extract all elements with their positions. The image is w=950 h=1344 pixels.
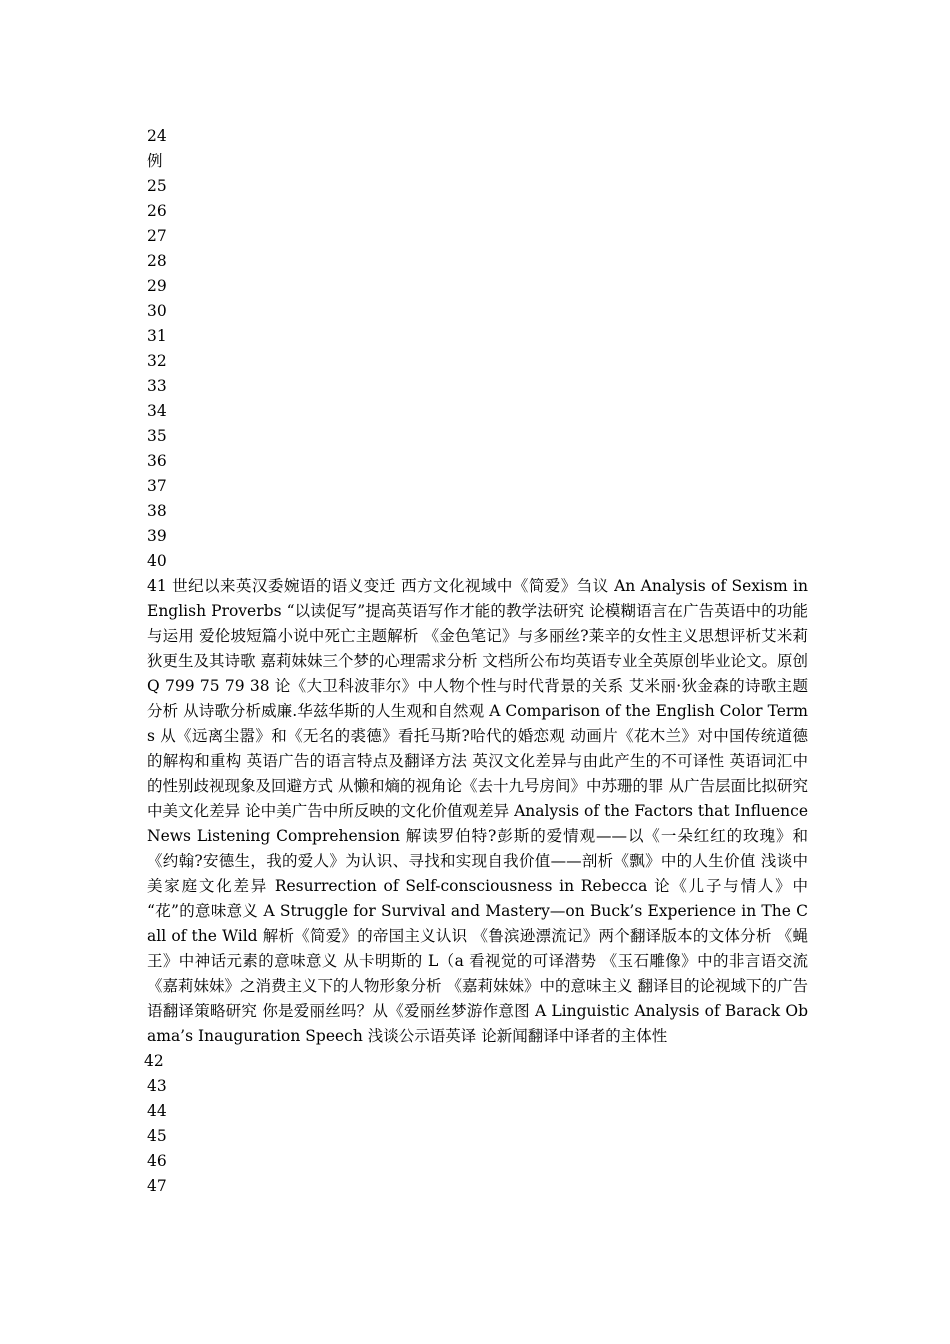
line-number: 44 xyxy=(147,1102,167,1120)
thesis-title-paragraph: 41 世纪以来英汉委婉语的语义变迁 西方文化视域中《简爱》刍议 An Analysis of Sexism in English Proverbs “以读促写”提高英语写作才能的教学法研究 论模糊语言在广告英语中的功能与运用 爱伦坡短篇小说中死亡主题解析 《金色笔记》与多丽丝?莱辛的女性主义思想评析艾米莉狄更生及其诗歌 嘉莉妹妹三个梦的心理需求分析 文档所公布均英语专业全英原创毕业论文。原创Q 799 75 79 38 论《大卫科波菲尔》中人物个性与时代背景的关系 艾米丽·狄金森的诗歌主题分析 从诗歌分析威廉.华兹华斯的人生观和自然观 A Comparison of the English Color Terms 从《远离尘嚣》和《无名的裘德》看托马斯?哈代的婚恋观 动画片《花木兰》对中国传统道德的解构和重构 英语广告的语言特点及翻译方法 英汉文化差异与由此产生的不可译性 英语词汇中的性别歧视现象及回避方式 从懒和熵的视角论《去十九号房间》中苏珊的罪 从广告层面比拟研究中美文化差异 论中美广告中所反映的文化价值观差异 Analysis of the Factors that Influence News Listening Comprehension 解读罗伯特?彭斯的爱情观——以《一朵红红的玫瑰》和《约翰?安德生，我的爱人》为认识、寻找和实现自我价值——剖析《飘》中的人生价值 浅谈中美家庭文化差异 Resurrection of Self-consciousness in Rebecca 论《儿子与情人》中 “花”的意味意义 A Struggle for Survival and Mastery—on Buck’s Experience in The Call of the Wild 解析《简爱》的帝国主义认识 《鲁滨逊漂流记》两个翻译版本的文体分析 《蝇王》中神话元素的意味意义 从卡明斯的 L（a 看视觉的可译潜势 《玉石雕像》中的非言语交流 《嘉莉妹妹》之消费主义下的人物形象分析 《嘉莉妹妹》中的意味主义 翻译目的论视域下的广告语翻译策略研究 你是爱丽丝吗？从《爱丽丝梦游作意图 A Linguistic Analysis of Barack Obama’s Inauguration Speech 浅谈公示语英译 论新闻翻译中译者的主体性 xyxy=(147,577,808,1045)
line-number: 27 xyxy=(147,227,167,245)
line-number: 33 xyxy=(147,377,167,395)
line-number: 38 xyxy=(147,502,167,520)
line-number: 32 xyxy=(147,352,167,370)
line-number: 36 xyxy=(147,452,167,470)
line-number: 47 xyxy=(147,1177,167,1195)
document-body xyxy=(144,124,808,1199)
line-number: 35 xyxy=(147,427,167,445)
line-number: 39 xyxy=(147,527,167,545)
line-number: 43 xyxy=(147,1077,167,1095)
line-number: 34 xyxy=(147,402,167,420)
line-number: 30 xyxy=(147,302,167,320)
line-number: 40 xyxy=(147,552,167,570)
line-number: 37 xyxy=(147,477,167,495)
line-number: 45 xyxy=(147,1127,167,1145)
line-number: 26 xyxy=(147,202,167,220)
line-number: 25 xyxy=(147,177,167,195)
line-number: 46 xyxy=(147,1152,167,1170)
line-number: 24 xyxy=(147,127,167,145)
line-number: 42 xyxy=(144,1052,164,1070)
line-number: 29 xyxy=(147,277,167,295)
line-number: 28 xyxy=(147,252,167,270)
line-number: 31 xyxy=(147,327,167,345)
example-marker: 例 xyxy=(147,152,163,170)
